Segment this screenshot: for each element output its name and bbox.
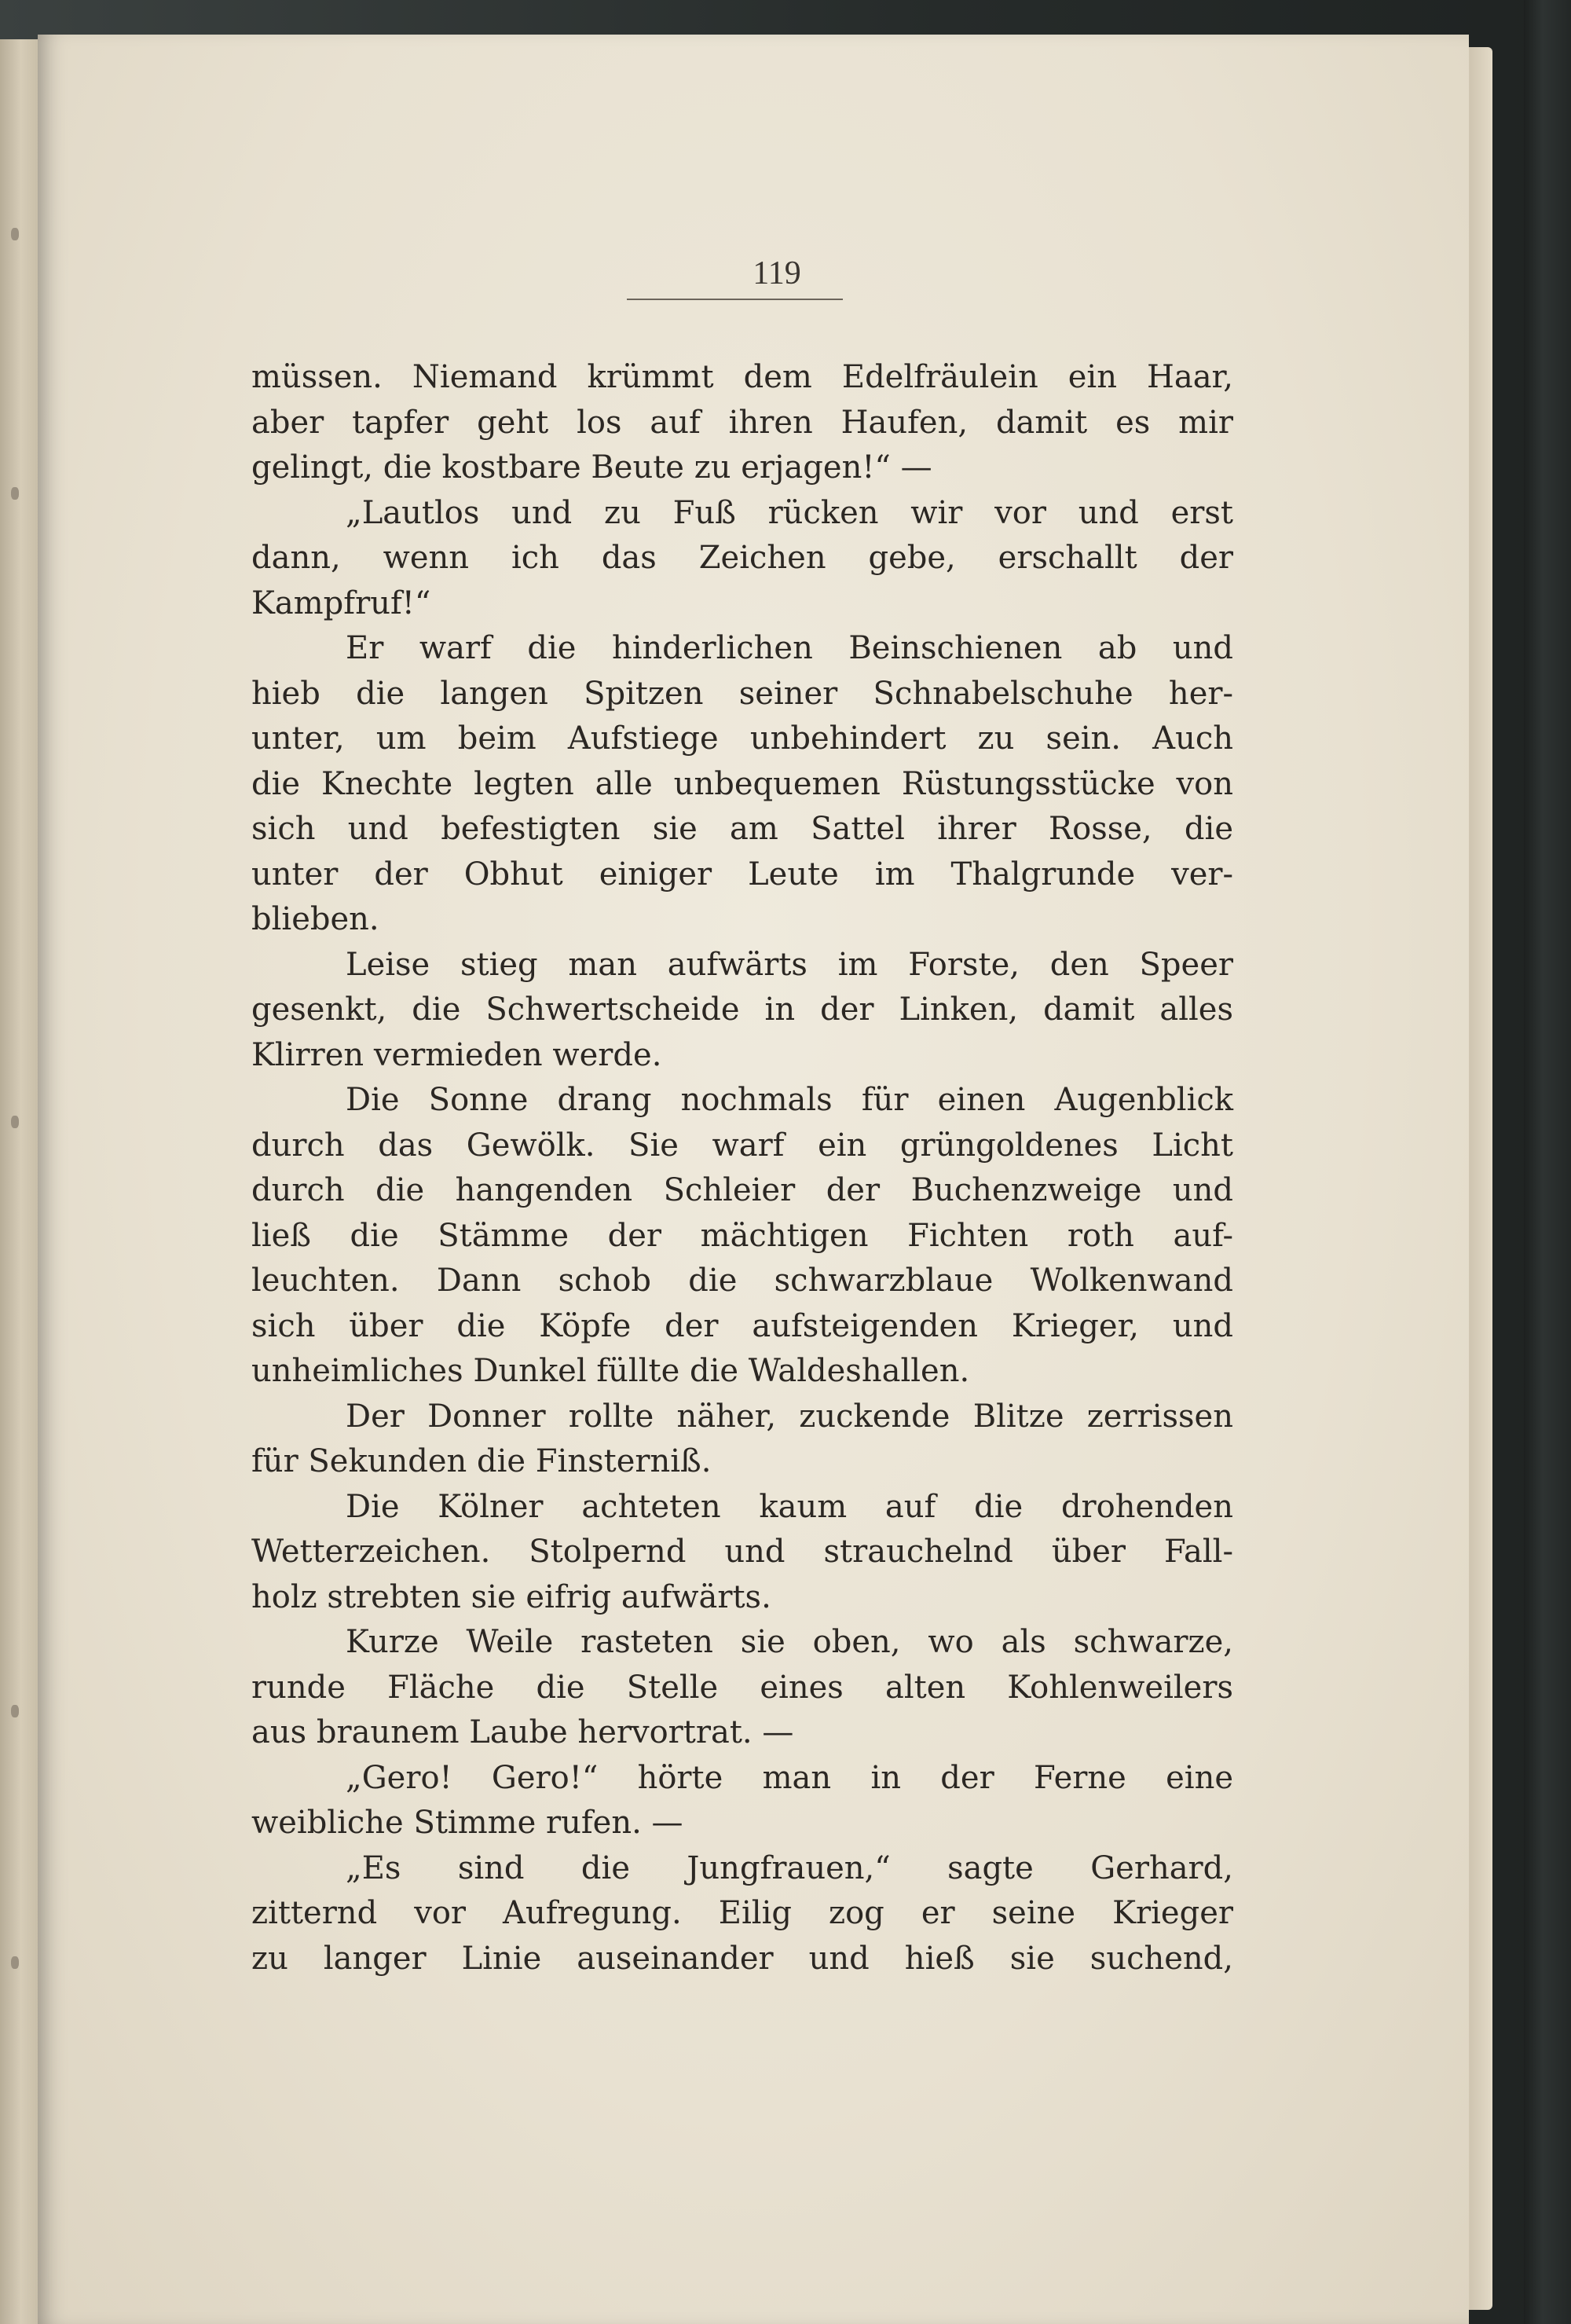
text-line: sich über die Köpfe der aufsteigenden Krieger, und (251, 1307, 1233, 1344)
text-line: Kampfruf!“ (251, 585, 431, 621)
text-line: „Lautlos und zu Fuß rücken wir vor und erst (346, 494, 1233, 531)
text-line: ließ die Stämme der mächtigen Fichten roth auf- (251, 1217, 1233, 1254)
book-page (38, 35, 1469, 2324)
text-line: gesenkt, die Schwertscheide in der Linken, damit alles (251, 992, 1233, 1028)
text-line: weibliche Stimme rufen. — (251, 1805, 683, 1841)
text-line: für Sekunden die Finsterniß. (251, 1443, 712, 1479)
text-line: dann, wenn ich das Zeichen gebe, erschallt der (251, 540, 1233, 576)
text-line: Die Sonne drang nochmals für einen Augenblick (346, 1082, 1233, 1118)
text-line: „Es sind die Jungfrauen,“ sagte Gerhard, (346, 1849, 1233, 1886)
body-text (251, 355, 1233, 1981)
text-line: durch das Gewölk. Sie warf ein grüngoldenes Licht (251, 1127, 1233, 1164)
margin-mark (11, 228, 19, 240)
margin-mark (11, 1705, 19, 1717)
text-line: leuchten. Dann schob die schwarzblaue Wolkenwand (251, 1263, 1233, 1299)
text-line: unter, um beim Aufstiege unbehindert zu sein. Auch (251, 720, 1233, 757)
text-line: durch die hangenden Schleier der Buchenzweige und (251, 1172, 1233, 1208)
text-line: Kurze Weile rasteten sie oben, wo als schwarze, (346, 1624, 1233, 1660)
text-line: Klirren vermieden werde. (251, 1036, 662, 1073)
text-line: aber tapfer geht los auf ihren Haufen, damit es mir (251, 404, 1233, 441)
text-line: hieb die langen Spitzen seiner Schnabelschuhe her- (251, 675, 1233, 712)
previous-page-edge (0, 39, 38, 2324)
text-line: unheimliches Dunkel füllte die Waldeshallen. (251, 1353, 970, 1389)
margin-mark (11, 1116, 19, 1128)
text-line: „Gero! Gero!“ hörte man in der Ferne eine (346, 1759, 1233, 1796)
text-line: Er warf die hinderlichen Beinschienen ab und (346, 630, 1233, 666)
margin-mark (11, 487, 19, 500)
text-line: blieben. (251, 901, 379, 937)
text-line: die Knechte legten alle unbequemen Rüstungsstücke von (251, 765, 1233, 802)
text-line: zu langer Linie auseinander und hieß sie suchend, (251, 1940, 1233, 1977)
text-line: Wetterzeichen. Stolpernd und strauchelnd über Fall- (251, 1534, 1233, 1570)
text-line: runde Fläche die Stelle eines alten Kohlenweilers (251, 1669, 1233, 1706)
page-number: 119 (753, 255, 801, 291)
text-line: gelingt, die kostbare Beute zu erjagen!“ — (251, 449, 932, 486)
text-line: müssen. Niemand krümmt dem Edelfräulein ein Haar, (251, 359, 1233, 395)
text-line: Der Donner rollte näher, zuckende Blitze zerrissen (346, 1398, 1233, 1435)
binding-edge (1524, 0, 1571, 2324)
text-line: aus braunem Laube hervortrat. — (251, 1714, 794, 1750)
text-line: holz strebten sie eifrig aufwärts. (251, 1578, 771, 1615)
page-number-rule (627, 299, 843, 300)
margin-mark (11, 1956, 19, 1969)
text-line: unter der Obhut einiger Leute im Thalgrunde ver- (251, 856, 1233, 893)
text-line: Die Kölner achteten kaum auf die drohenden (346, 1488, 1233, 1525)
text-line: sich und befestigten sie am Sattel ihrer Rosse, die (251, 811, 1233, 847)
text-line: Leise stieg man aufwärts im Forste, den Speer (346, 946, 1233, 983)
text-line: zitternd vor Aufregung. Eilig zog er seine Krieger (251, 1895, 1233, 1931)
